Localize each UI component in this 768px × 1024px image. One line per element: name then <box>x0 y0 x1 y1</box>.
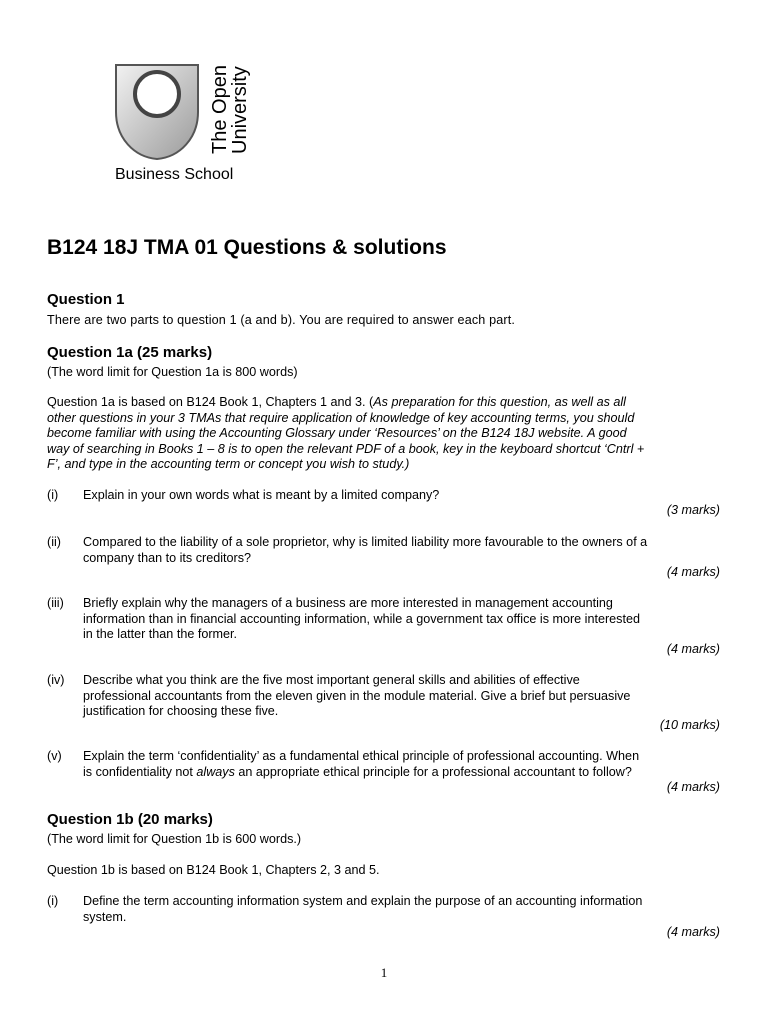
question-line: Describe what you think are the five most important general skills and abilities of effective <box>83 673 580 687</box>
university-wordmark <box>204 64 254 156</box>
question-text <box>83 535 647 566</box>
question-1a-instructions <box>47 395 644 473</box>
item-number: (iv) <box>47 673 65 687</box>
preparation-note-line: other questions in your 3 TMAs that require application of knowledge of key accounting terms, you should <box>47 410 635 425</box>
question-text <box>83 749 639 780</box>
question-line: company than to its creditors? <box>83 550 251 565</box>
question-line: professional accountants from the eleven given in the module material. Give a brief but persuasive <box>83 688 631 703</box>
question-line: system. <box>83 909 127 924</box>
question-line: Briefly explain why the managers of a business are more interested in management accounting <box>83 596 613 610</box>
preparation-note-line: F’, and type in the accounting term or concept you wish to study.) <box>47 457 410 471</box>
question-1a-word-limit: (The word limit for Question 1a is 800 words) <box>47 365 298 379</box>
open-university-logo <box>112 62 262 192</box>
marks-label: (4 marks) <box>666 780 720 794</box>
question-line: Compared to the liability of a sole proprietor, why is limited liability more favourable to the owners of a <box>83 535 648 549</box>
question-line <box>83 765 639 781</box>
question-text <box>83 488 439 504</box>
question-1b-heading: Question 1b (20 marks) <box>47 811 213 828</box>
page-number: 1 <box>380 965 388 980</box>
question-1b-basis: Question 1b is based on B124 Book 1, Chapters 2, 3 and 5. <box>47 863 380 877</box>
question-line: justification for choosing these five. <box>83 704 279 718</box>
question-line: Explain the term ‘confidentiality’ as a fundamental ethical principle of professional accounting. When <box>83 749 640 763</box>
business-school-label: Business School <box>115 166 234 183</box>
question-text <box>83 673 630 720</box>
marks-label: (10 marks) <box>659 718 720 732</box>
shield-icon <box>112 62 202 162</box>
question-line-part: an appropriate ethical principle for a professional accountant to follow? <box>234 764 632 779</box>
logo-line1: The Open <box>209 65 231 154</box>
question-text <box>83 894 642 925</box>
question-1-heading: Question 1 <box>47 291 125 308</box>
question-1-intro: There are two parts to question 1 (a and b). You are required to answer each part. <box>47 313 516 327</box>
question-1b-word-limit: (The word limit for Question 1b is 600 words.) <box>47 832 302 846</box>
item-number: (i) <box>47 894 59 908</box>
emphasis-word: always <box>196 764 235 779</box>
marks-label: (4 marks) <box>666 925 720 939</box>
question-text <box>83 596 640 643</box>
preparation-note-line: become familiar with using the Accounting Glossary under ‘Resources’ on the B124 18J website. A good <box>47 426 627 440</box>
item-number: (ii) <box>47 535 61 549</box>
question-line: information than in financial accounting information, while a government tax office is more interested <box>83 611 640 626</box>
item-number: (v) <box>47 749 62 763</box>
preparation-note-line: As preparation for this question, as well as all <box>373 395 626 409</box>
question-line: Define the term accounting information system and explain the purpose of an accounting information <box>83 894 643 908</box>
document-title: B124 18J TMA 01 Questions & solutions <box>47 236 447 259</box>
question-1a-heading: Question 1a (25 marks) <box>47 344 213 361</box>
marks-label: (4 marks) <box>666 565 720 579</box>
question-1a-basis: Question 1a is based on B124 Book 1, Chapters 1 and 3. ( <box>47 395 374 409</box>
item-number: (i) <box>47 488 59 502</box>
question-line: Explain in your own words what is meant by a limited company? <box>83 488 440 502</box>
logo-line2: University <box>229 66 251 154</box>
item-number: (iii) <box>47 596 64 610</box>
marks-label: (4 marks) <box>666 642 720 656</box>
marks-label: (3 marks) <box>666 503 720 517</box>
question-line-part: is confidentiality not <box>83 764 197 779</box>
preparation-note-line: way of searching in Books 1 – 8 is to open the relevant PDF of a book, key in the keyboard shortcut ‘Cntrl + <box>47 441 645 456</box>
question-line: in the latter than the former. <box>83 627 238 641</box>
